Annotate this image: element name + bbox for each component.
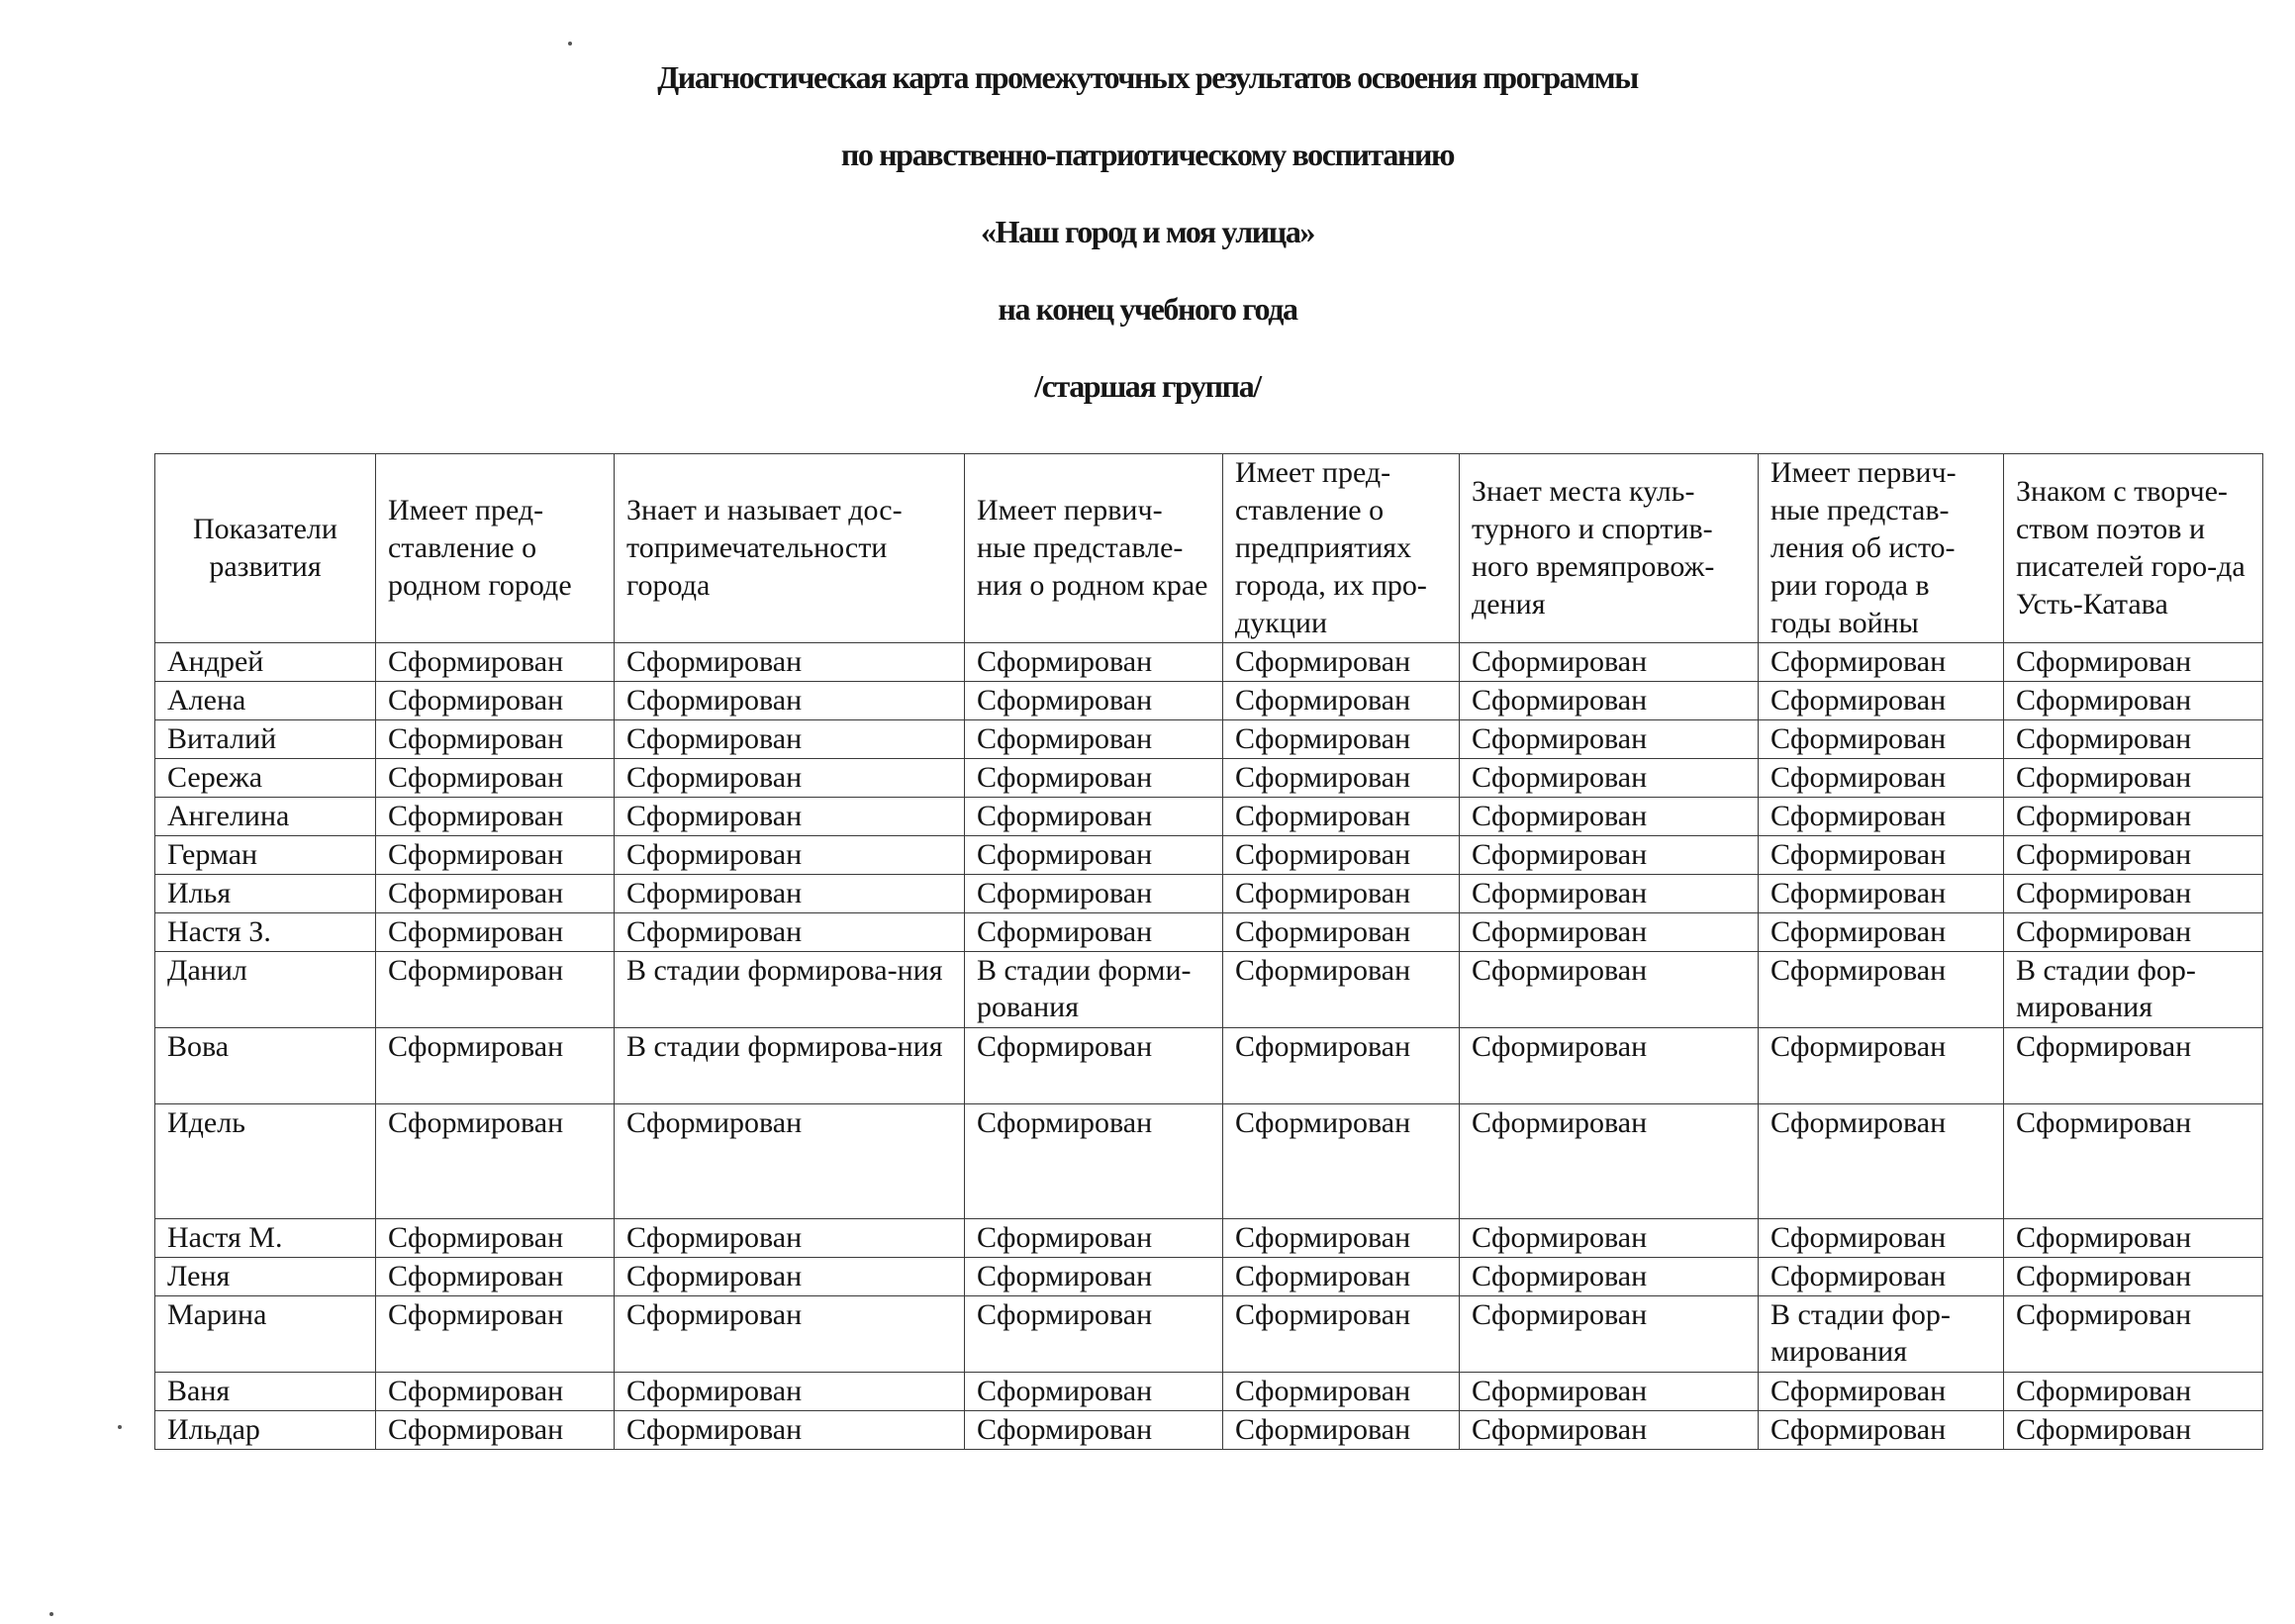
status-cell: Сформирован bbox=[2004, 1219, 2263, 1258]
status-cell: Сформирован bbox=[615, 720, 965, 759]
table-row bbox=[155, 1373, 2263, 1411]
child-name-cell: Данил bbox=[155, 952, 376, 1028]
status-cell: Сформирован bbox=[615, 913, 965, 952]
status-cell: Сформирован bbox=[1759, 875, 2004, 913]
table-row bbox=[155, 720, 2263, 759]
status-cell: Сформирован bbox=[1759, 759, 2004, 798]
status-cell: Сформирован bbox=[1460, 759, 1759, 798]
title-line-1: Диагностическая карта промежуточных результатов освоения программы bbox=[657, 59, 1638, 95]
status-cell: Сформирован bbox=[1759, 682, 2004, 720]
status-cell: Сформирован bbox=[615, 1296, 965, 1373]
status-cell: Сформирован bbox=[2004, 759, 2263, 798]
status-cell: Сформирован bbox=[965, 1104, 1223, 1219]
status-cell: Сформирован bbox=[615, 798, 965, 836]
status-cell: Сформирован bbox=[376, 798, 615, 836]
status-cell: Сформирован bbox=[376, 1411, 615, 1450]
column-header: Имеет первич-ные представле-ния о родном крае bbox=[965, 454, 1223, 643]
status-cell: Сформирован bbox=[965, 1028, 1223, 1104]
title-line-2: по нравственно-патриотическому воспитанию bbox=[840, 137, 1455, 172]
child-name-cell: Идель bbox=[155, 1104, 376, 1219]
table-row bbox=[155, 952, 2263, 1028]
status-cell: Сформирован bbox=[615, 836, 965, 875]
status-cell: Сформирован bbox=[965, 875, 1223, 913]
status-cell: Сформирован bbox=[965, 913, 1223, 952]
column-header: Имеет первич-ные представ-ления об исто-рии города в годы войны bbox=[1759, 454, 2004, 643]
status-cell: Сформирован bbox=[1460, 875, 1759, 913]
status-cell: В стадии формирова-ния bbox=[615, 952, 965, 1028]
child-name-cell: Алена bbox=[155, 682, 376, 720]
status-cell: Сформирован bbox=[1223, 836, 1460, 875]
status-cell: Сформирован bbox=[376, 1296, 615, 1373]
status-cell: Сформирован bbox=[376, 1258, 615, 1296]
status-cell: Сформирован bbox=[2004, 682, 2263, 720]
child-name-cell: Ильдар bbox=[155, 1411, 376, 1450]
status-cell: Сформирован bbox=[1759, 1373, 2004, 1411]
status-cell: Сформирован bbox=[615, 1411, 965, 1450]
status-cell: Сформирован bbox=[1223, 913, 1460, 952]
column-header: Имеет пред-ставление о предприятиях города, их про-дукции bbox=[1223, 454, 1460, 643]
status-cell: Сформирован bbox=[1460, 1296, 1759, 1373]
scan-speck bbox=[568, 42, 572, 46]
table-row bbox=[155, 913, 2263, 952]
status-cell: Сформирован bbox=[965, 682, 1223, 720]
status-cell: Сформирован bbox=[1759, 952, 2004, 1028]
status-cell: Сформирован bbox=[1759, 720, 2004, 759]
status-cell: Сформирован bbox=[376, 643, 615, 682]
status-cell: В стадии формирова-ния bbox=[615, 1028, 965, 1104]
status-cell: Сформирован bbox=[965, 1373, 1223, 1411]
table-row bbox=[155, 1411, 2263, 1450]
table-row bbox=[155, 1028, 2263, 1104]
status-cell: Сформирован bbox=[1223, 1296, 1460, 1373]
status-cell: Сформирован bbox=[1759, 836, 2004, 875]
status-cell: Сформирован bbox=[1223, 643, 1460, 682]
status-cell: Сформирован bbox=[615, 1104, 965, 1219]
status-cell: Сформирован bbox=[376, 720, 615, 759]
table-row bbox=[155, 1296, 2263, 1373]
status-cell: В стадии фор-мирования bbox=[1759, 1296, 2004, 1373]
status-cell: Сформирован bbox=[376, 1219, 615, 1258]
status-cell: Сформирован bbox=[376, 682, 615, 720]
status-cell: Сформирован bbox=[615, 682, 965, 720]
status-cell: Сформирован bbox=[965, 836, 1223, 875]
child-name-cell: Настя З. bbox=[155, 913, 376, 952]
status-cell: Сформирован bbox=[1223, 798, 1460, 836]
status-cell: Сформирован bbox=[1759, 643, 2004, 682]
status-cell: Сформирован bbox=[2004, 875, 2263, 913]
table-row bbox=[155, 1258, 2263, 1296]
column-header: Знает места куль-турного и спортив-ного времяпровож-дения bbox=[1460, 454, 1759, 643]
column-header: Знаком с творче-ством поэтов и писателей горо-да Усть-Катава bbox=[2004, 454, 2263, 643]
status-cell: Сформирован bbox=[1223, 1373, 1460, 1411]
scan-speck bbox=[49, 1612, 53, 1616]
child-name-cell: Настя М. bbox=[155, 1219, 376, 1258]
status-cell: Сформирован bbox=[965, 720, 1223, 759]
child-name-cell: Андрей bbox=[155, 643, 376, 682]
child-name-cell: Ваня bbox=[155, 1373, 376, 1411]
status-cell: Сформирован bbox=[965, 798, 1223, 836]
status-cell: Сформирован bbox=[1460, 1104, 1759, 1219]
status-cell: Сформирован bbox=[1223, 1028, 1460, 1104]
table-row bbox=[155, 836, 2263, 875]
status-cell: Сформирован bbox=[615, 1219, 965, 1258]
status-cell: Сформирован bbox=[1460, 1028, 1759, 1104]
status-cell: Сформирован bbox=[2004, 798, 2263, 836]
column-header: Показатели развития bbox=[155, 454, 376, 643]
status-cell: Сформирован bbox=[2004, 1296, 2263, 1373]
table-row bbox=[155, 643, 2263, 682]
status-cell: Сформирован bbox=[376, 1028, 615, 1104]
status-cell: Сформирован bbox=[1223, 1104, 1460, 1219]
status-cell: Сформирован bbox=[1460, 952, 1759, 1028]
child-name-cell: Леня bbox=[155, 1258, 376, 1296]
status-cell: В стадии форми-рования bbox=[965, 952, 1223, 1028]
child-name-cell: Марина bbox=[155, 1296, 376, 1373]
status-cell: Сформирован bbox=[2004, 720, 2263, 759]
child-name-cell: Сережа bbox=[155, 759, 376, 798]
status-cell: Сформирован bbox=[1759, 1219, 2004, 1258]
child-name-cell: Герман bbox=[155, 836, 376, 875]
table-row bbox=[155, 1104, 2263, 1219]
status-cell: Сформирован bbox=[1460, 1411, 1759, 1450]
status-cell: Сформирован bbox=[2004, 643, 2263, 682]
scan-speck bbox=[118, 1425, 122, 1429]
status-cell: Сформирован bbox=[376, 759, 615, 798]
table-row bbox=[155, 682, 2263, 720]
status-cell: Сформирован bbox=[376, 913, 615, 952]
document-title bbox=[0, 57, 2295, 443]
table-row bbox=[155, 1219, 2263, 1258]
title-line-3: «Наш город и моя улица» bbox=[980, 214, 1315, 249]
table-row bbox=[155, 875, 2263, 913]
status-cell: Сформирован bbox=[1460, 720, 1759, 759]
status-cell: Сформирован bbox=[1223, 1219, 1460, 1258]
status-cell: Сформирован bbox=[1460, 1219, 1759, 1258]
status-cell: Сформирован bbox=[615, 1258, 965, 1296]
status-cell: Сформирован bbox=[1223, 682, 1460, 720]
table-row bbox=[155, 798, 2263, 836]
title-line-5: /старшая группа/ bbox=[1034, 368, 1261, 404]
status-cell: Сформирован bbox=[2004, 1104, 2263, 1219]
status-cell: Сформирован bbox=[2004, 1258, 2263, 1296]
status-cell: Сформирован bbox=[965, 1296, 1223, 1373]
status-cell: Сформирован bbox=[1460, 643, 1759, 682]
status-cell: Сформирован bbox=[615, 875, 965, 913]
status-cell: Сформирован bbox=[615, 1373, 965, 1411]
status-cell: Сформирован bbox=[1759, 1411, 2004, 1450]
diagnostic-table bbox=[154, 453, 2263, 1450]
status-cell: Сформирован bbox=[1223, 1411, 1460, 1450]
child-name-cell: Илья bbox=[155, 875, 376, 913]
status-cell: Сформирован bbox=[376, 836, 615, 875]
status-cell: Сформирован bbox=[1759, 913, 2004, 952]
status-cell: Сформирован bbox=[376, 1104, 615, 1219]
status-cell: Сформирован bbox=[1223, 720, 1460, 759]
status-cell: Сформирован bbox=[1223, 875, 1460, 913]
status-cell: Сформирован bbox=[2004, 913, 2263, 952]
status-cell: Сформирован bbox=[1460, 1373, 1759, 1411]
status-cell: В стадии фор-мирования bbox=[2004, 952, 2263, 1028]
child-name-cell: Виталий bbox=[155, 720, 376, 759]
status-cell: Сформирован bbox=[1460, 1258, 1759, 1296]
status-cell: Сформирован bbox=[2004, 1028, 2263, 1104]
status-cell: Сформирован bbox=[965, 643, 1223, 682]
status-cell: Сформирован bbox=[376, 952, 615, 1028]
status-cell: Сформирован bbox=[2004, 1411, 2263, 1450]
status-cell: Сформирован bbox=[965, 1411, 1223, 1450]
column-header: Имеет пред-ставление о родном городе bbox=[376, 454, 615, 643]
status-cell: Сформирован bbox=[376, 875, 615, 913]
title-line-4: на конец учебного года bbox=[998, 291, 1297, 327]
status-cell: Сформирован bbox=[1759, 798, 2004, 836]
status-cell: Сформирован bbox=[965, 1219, 1223, 1258]
status-cell: Сформирован bbox=[1460, 836, 1759, 875]
status-cell: Сформирован bbox=[615, 643, 965, 682]
child-name-cell: Вова bbox=[155, 1028, 376, 1104]
status-cell: Сформирован bbox=[615, 759, 965, 798]
status-cell: Сформирован bbox=[1460, 682, 1759, 720]
column-header: Знает и называет дос-топримечательности города bbox=[615, 454, 965, 643]
child-name-cell: Ангелина bbox=[155, 798, 376, 836]
status-cell: Сформирован bbox=[2004, 1373, 2263, 1411]
status-cell: Сформирован bbox=[1460, 913, 1759, 952]
status-cell: Сформирован bbox=[1223, 952, 1460, 1028]
status-cell: Сформирован bbox=[965, 1258, 1223, 1296]
table-header-row bbox=[155, 454, 2263, 643]
status-cell: Сформирован bbox=[376, 1373, 615, 1411]
status-cell: Сформирован bbox=[1460, 798, 1759, 836]
status-cell: Сформирован bbox=[1223, 759, 1460, 798]
status-cell: Сформирован bbox=[1223, 1258, 1460, 1296]
status-cell: Сформирован bbox=[2004, 836, 2263, 875]
status-cell: Сформирован bbox=[1759, 1104, 2004, 1219]
status-cell: Сформирован bbox=[1759, 1028, 2004, 1104]
table-row bbox=[155, 759, 2263, 798]
status-cell: Сформирован bbox=[1759, 1258, 2004, 1296]
status-cell: Сформирован bbox=[965, 759, 1223, 798]
